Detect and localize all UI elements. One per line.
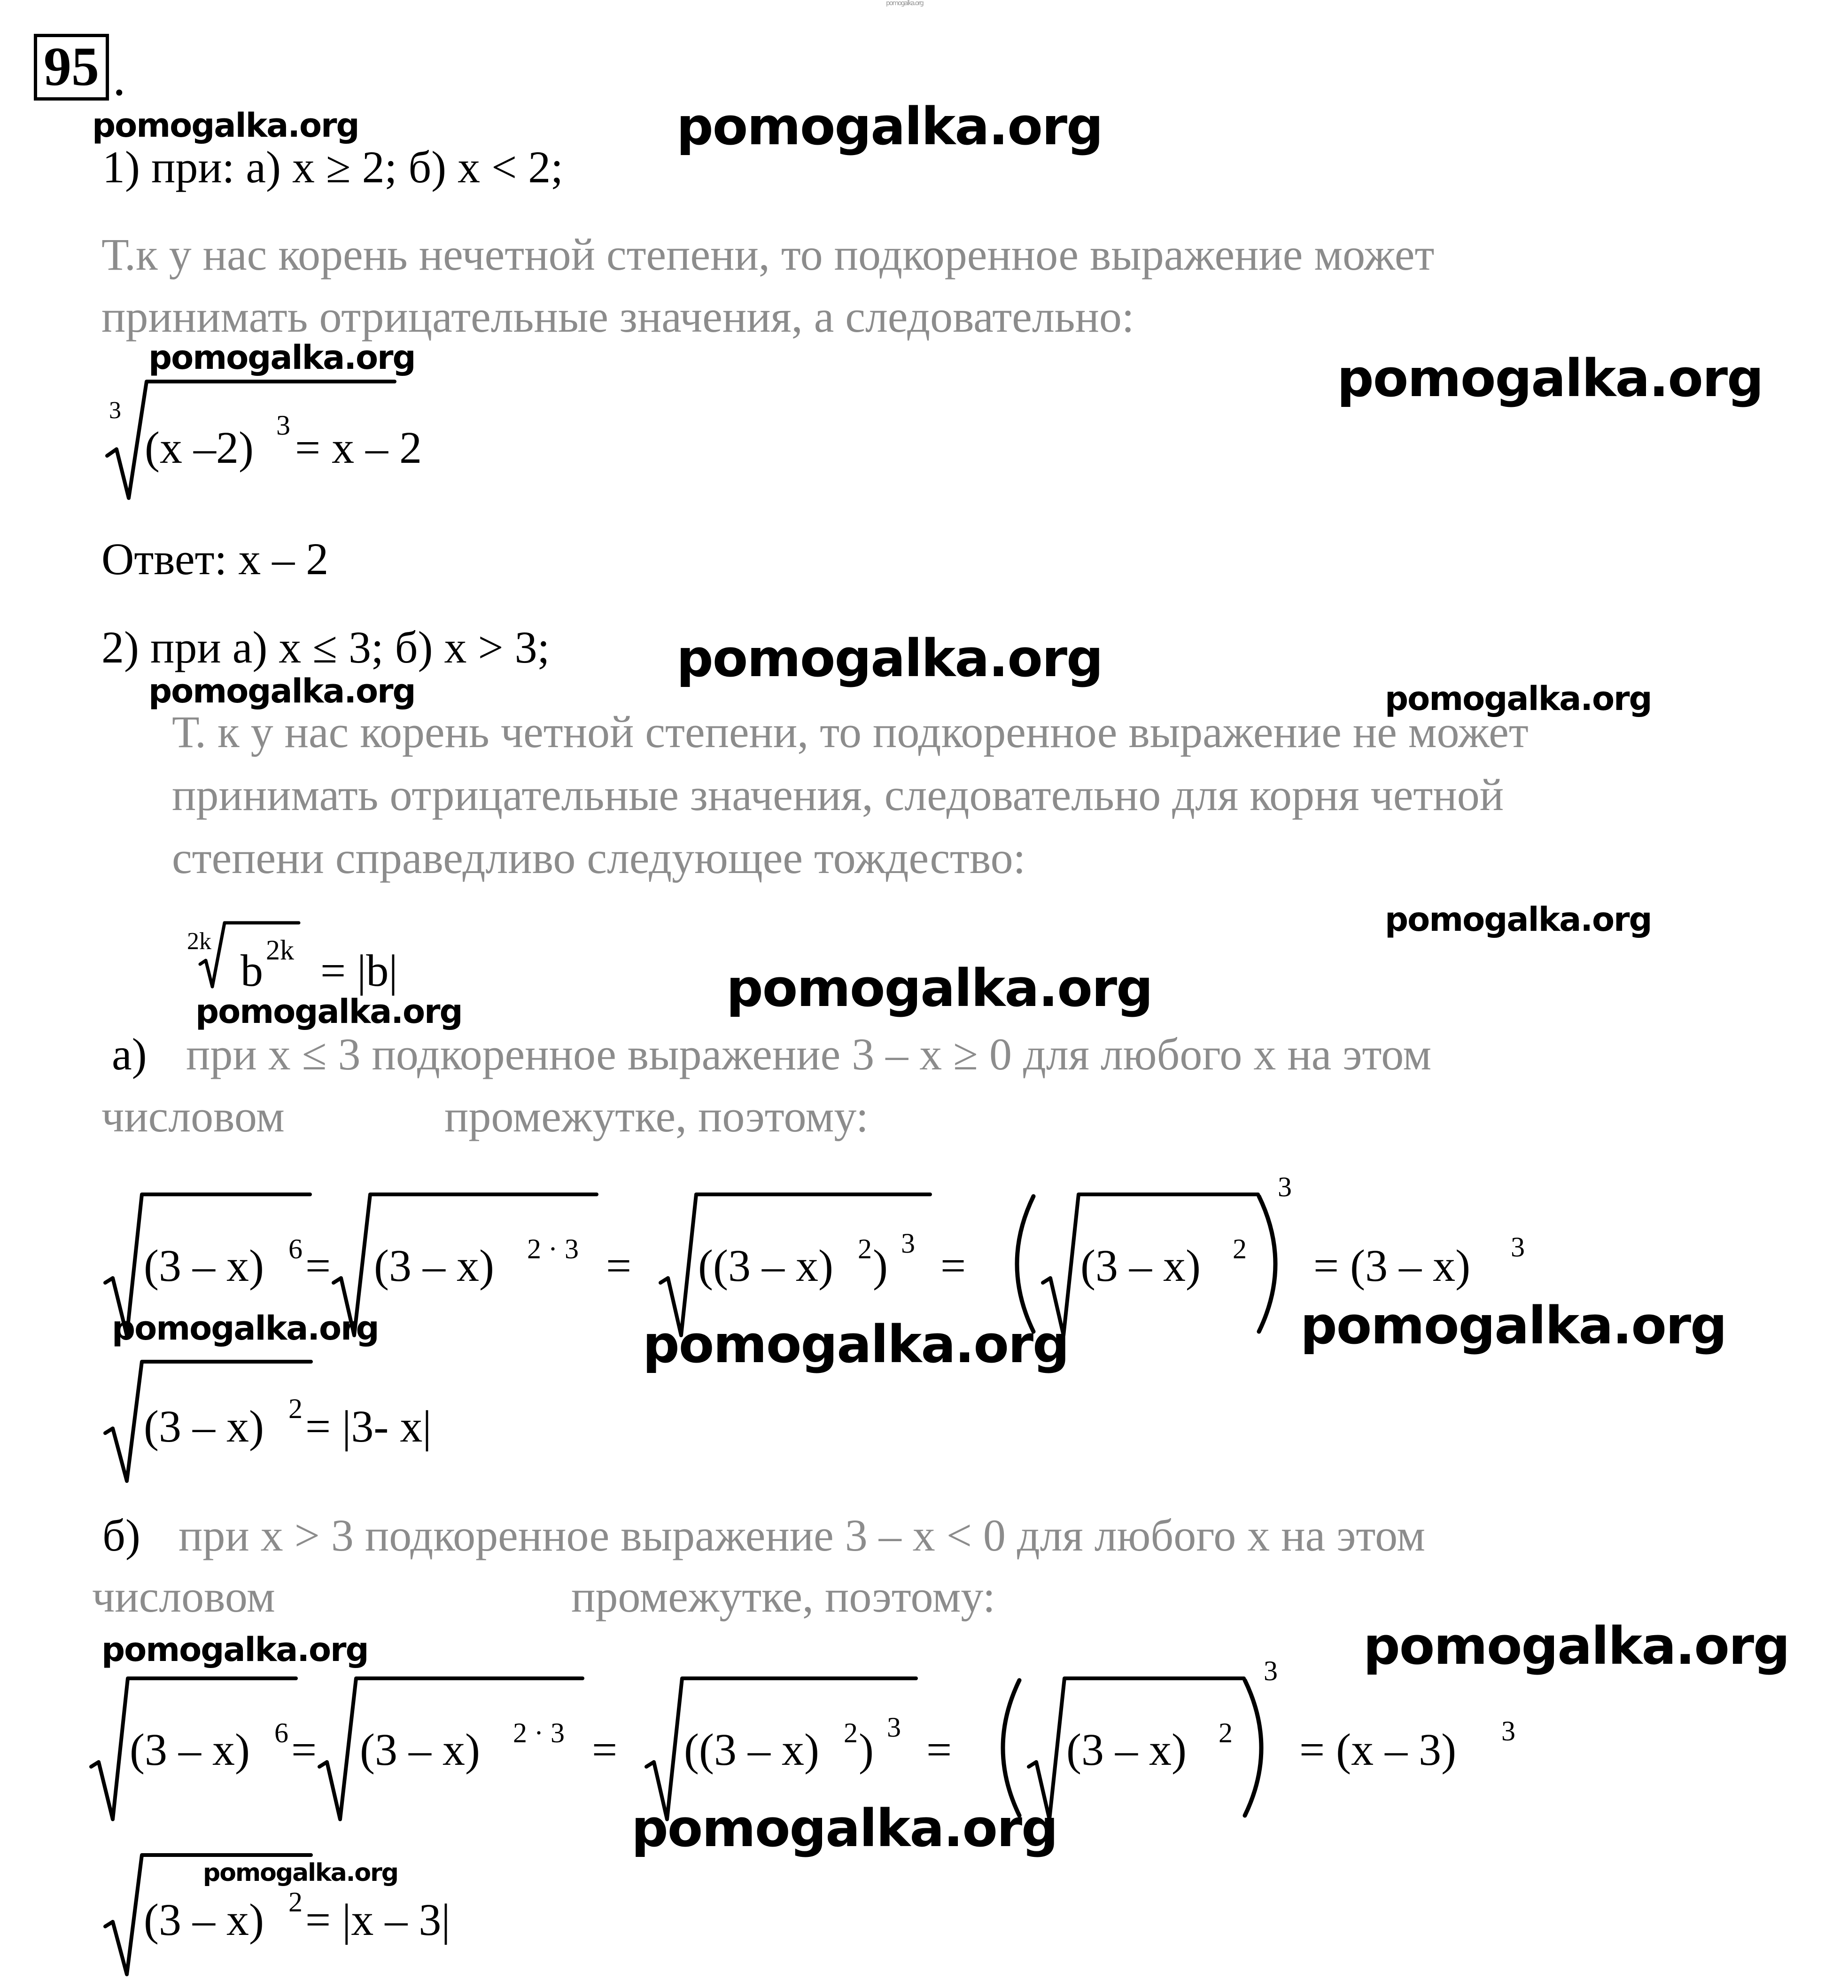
watermark: pomogalka.org (148, 672, 415, 710)
watermark: pomogalka.org (643, 1314, 1069, 1374)
watermark: pomogalka.org (1300, 1295, 1726, 1356)
term2: (3 – x) (374, 1240, 494, 1291)
identity-rhs: = |b| (320, 945, 398, 996)
term2-exponent: 2 · 3 (513, 1717, 565, 1748)
radicand: (3 – x) (144, 1401, 264, 1451)
abs-rhs: = |3- x| (305, 1401, 432, 1451)
term3-outer-exponent: 3 (901, 1228, 915, 1259)
case-b-label: б) (102, 1510, 140, 1560)
term4-exponent: 2 (1233, 1233, 1247, 1264)
top-watermark: pomogalka.org (886, 0, 923, 7)
part1-explanation-line1: Т.к у нас корень нечетной степени, то подкоренное выражение может (101, 229, 1435, 280)
part2-condition: 2) при а) x ≤ 3; б) x > 3; (101, 622, 550, 672)
watermark: pomogalka.org (1385, 679, 1652, 718)
term3-inner-exponent: 2 (858, 1233, 872, 1264)
term3-inner-exponent: 2 (844, 1717, 858, 1748)
part1-condition: 1) при: а) x ≥ 2; б) x < 2; (102, 142, 563, 192)
outer-exponent: 3 (1264, 1655, 1278, 1686)
equals: = (606, 1240, 632, 1291)
case-a-line2-end: промежутке, поэтому: (444, 1091, 869, 1141)
watermark: pomogalka.org (101, 1630, 368, 1669)
term3-close: ) (859, 1724, 874, 1775)
chain-rhs-exponent: 3 (1511, 1232, 1525, 1263)
right-paren (1259, 1196, 1275, 1332)
radicand: (3 – x) (144, 1894, 264, 1945)
equals: = (926, 1724, 952, 1775)
equals: = (305, 1240, 331, 1291)
root-index: 2k (187, 928, 211, 955)
radicand-exponent: 2 (288, 1887, 303, 1918)
chain-rhs: = (x – 3) (1299, 1724, 1457, 1775)
watermark: pomogalka.org (676, 628, 1103, 688)
case-b-abs-line (99, 1842, 550, 1983)
term1: (3 – x) (130, 1724, 250, 1775)
part2-explanation-line1: Т. к у нас корень четной степени, то подкоренное выражение не может (172, 707, 1529, 757)
watermark: pomogalka.org (676, 96, 1103, 156)
case-a-line1: при x ≤ 3 подкоренное выражение 3 – x ≥ 0 для любого x на этом (186, 1029, 1432, 1079)
case-b-line2-end: промежутке, поэтому: (571, 1571, 995, 1622)
watermark: pomogalka.org (631, 1798, 1057, 1858)
watermark: pomogalka.org (1337, 348, 1763, 408)
equals: = (291, 1724, 317, 1775)
term4: (3 – x) (1080, 1240, 1201, 1291)
case-a-label: а) (112, 1029, 147, 1079)
watermark: pomogalka.org (148, 338, 415, 377)
term2: (3 – x) (360, 1724, 480, 1775)
case-a-line2-start: числовом (101, 1091, 285, 1141)
problem-number-box (34, 34, 109, 101)
part2-explanation-line3: степени справедливо следующее тождество: (172, 833, 1026, 883)
equals: = (592, 1724, 618, 1775)
term3-outer-exponent: 3 (887, 1712, 901, 1743)
abs-rhs: = |x – 3| (305, 1894, 450, 1945)
problem-number: 95 (44, 36, 99, 97)
term1-exponent: 6 (274, 1717, 288, 1748)
term3: ((3 – x) (684, 1724, 819, 1775)
part2-explanation-line2: принимать отрицательные значения, следовательно для корня четной (172, 770, 1504, 820)
radicand-exponent: 3 (276, 410, 290, 441)
term3: ((3 – x) (698, 1240, 833, 1291)
root-index: 3 (109, 397, 121, 424)
term4-exponent: 2 (1219, 1717, 1233, 1748)
watermark: pomogalka.org (195, 992, 462, 1031)
problem-number-dot: . (113, 49, 126, 106)
term3-close: ) (873, 1240, 888, 1291)
radicand: (x –2) (145, 422, 254, 473)
part1-explanation-line2: принимать отрицательные значения, а следовательно: (101, 291, 1134, 342)
left-paren (1003, 1680, 1019, 1816)
formula-rhs: = x – 2 (295, 422, 422, 473)
radicand-exponent: 2k (266, 935, 294, 966)
term2-exponent: 2 · 3 (527, 1233, 579, 1264)
part1-formula (94, 371, 517, 507)
watermark: pomogalka.org (726, 958, 1152, 1018)
watermark: pomogalka.org (1363, 1616, 1789, 1676)
radicand: b (241, 945, 263, 996)
outer-exponent: 3 (1278, 1171, 1292, 1202)
chain-rhs: = (3 – x) (1313, 1240, 1471, 1291)
term1-exponent: 6 (288, 1233, 303, 1264)
watermark: pomogalka.org (1385, 900, 1652, 939)
right-paren (1245, 1680, 1261, 1816)
equals: = (940, 1240, 966, 1291)
case-b-line1: при x > 3 подкоренное выражение 3 – x < 0 для любого x на этом (179, 1510, 1426, 1560)
watermark: pomogalka.org (203, 1859, 398, 1887)
term1: (3 – x) (144, 1240, 264, 1291)
watermark: pomogalka.org (92, 106, 359, 145)
part1-answer: Ответ: x – 2 (101, 534, 329, 584)
watermark: pomogalka.org (112, 1309, 379, 1348)
left-paren (1017, 1196, 1033, 1332)
chain-rhs-exponent: 3 (1501, 1715, 1515, 1746)
case-b-line2-start: числовом (92, 1571, 275, 1622)
term4: (3 – x) (1066, 1724, 1187, 1775)
case-a-abs-line (99, 1349, 521, 1489)
radicand-exponent: 2 (288, 1393, 303, 1424)
